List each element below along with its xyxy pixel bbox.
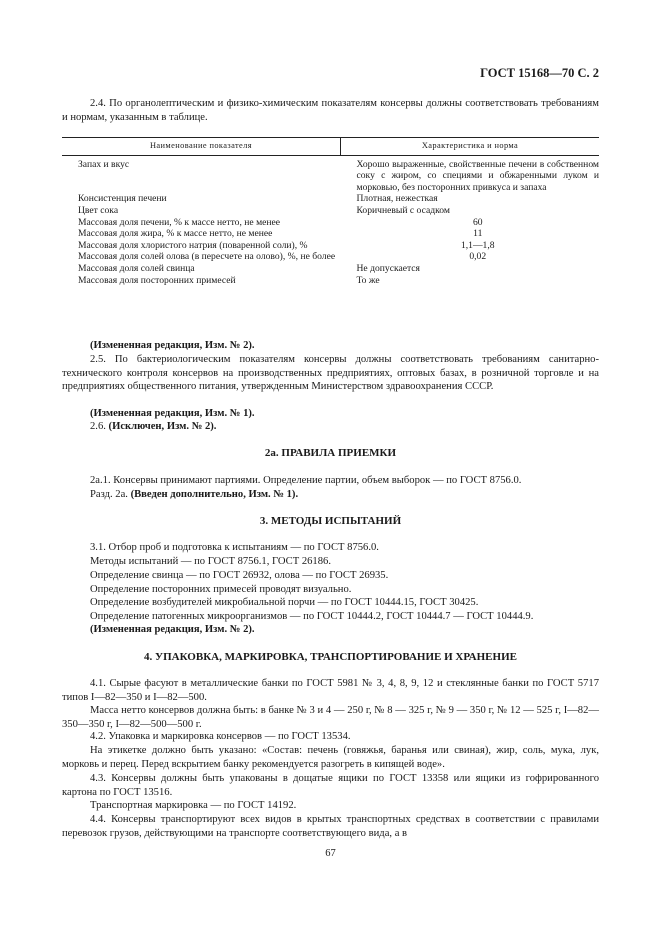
paragraph-transport-marking: Транспортная маркировка — по ГОСТ 14192. [90, 800, 297, 811]
paragraph-2-5: 2.5. По бактериологическим показателям консервы должны соответствовать требованиям санитарно-технического контроля консервов на производственных предприятиях, оптовых базах, в розничной торговле и на предприятиях общественного питания, утвержденным Министерством здравоохранения СССР. [62, 354, 599, 393]
addition-note: (Введен дополнительно, Изм. № 1). [130, 489, 299, 500]
method-line: Определение посторонних примесей проводят визуально. [90, 584, 352, 595]
indicator-name: Массовая доля солей свинца [78, 262, 195, 274]
table-row [62, 205, 599, 217]
method-line: Методы испытаний — по ГОСТ 8756.1, ГОСТ 26186. [90, 556, 331, 567]
paragraph-4-1: 4.1. Сырые фасуют в металлические банки по ГОСТ 5981 № 3, 4, 8, 9, 12 и стеклянные банки по ГОСТ 5717 типов I—82—350 и I—82—500. [62, 678, 599, 703]
table-row [62, 193, 599, 205]
page-number: 67 [325, 848, 336, 859]
indicator-name: Консистенция печени [78, 193, 167, 205]
indicator-value: 11 [473, 228, 483, 240]
method-line: Определение патогенных микроорганизмов — по ГОСТ 10444.2, ГОСТ 10444.7 — ГОСТ 10444.9. [90, 611, 534, 622]
section-heading-packaging: 4. УПАКОВКА, МАРКИРОВКА, ТРАНСПОРТИРОВАНИЕ И ХРАНЕНИЕ [144, 651, 517, 663]
indicator-name: Массовая доля посторонних примесей [78, 274, 236, 286]
column-header-indicator: Наименование показателя [62, 138, 341, 156]
table-row [62, 217, 599, 229]
table-row [62, 155, 599, 193]
indicator-value: Хорошо выраженные, свойственные печени в собственном соку с жиром, со специями и обжаренными луком и морковью, без посторонних привкуса и запаха [356, 158, 599, 193]
section-note [62, 488, 599, 502]
table-row [62, 240, 599, 252]
indicator-value: 1,1—1,8 [460, 239, 495, 251]
method-line: Определение свинца — по ГОСТ 26932, олова — по ГОСТ 26935. [90, 570, 389, 581]
indicator-name: Запах и вкус [78, 158, 130, 170]
indicator-value: Плотная, нежесткая [356, 193, 438, 205]
table-row [62, 251, 599, 263]
amendment-note: (Измененная редакция, Изм. № 2). [90, 340, 255, 351]
indicator-name: Массовая доля жира, % к массе нетто, не менее [78, 228, 273, 240]
table-header-row [62, 138, 599, 156]
specification-table [62, 137, 599, 286]
section-ref: Разд. 2а. [90, 489, 128, 500]
method-line: 3.1. Отбор проб и подготовка к испытаниям — по ГОСТ 8756.0. [90, 542, 379, 553]
document-header: ГОСТ 15168—70 С. 2 [480, 66, 599, 80]
indicator-name: Цвет сока [78, 204, 119, 216]
indicator-name: Массовая доля печени, % к массе нетто, не менее [78, 216, 281, 228]
paragraph-label-text: На этикетке должно быть указано: «Состав: печень (говяжья, баранья или свиная), жир, соль, мука, лук, морковь и перец. Перед вскрытием банку рекомендуется разогреть в кипящей воде». [62, 745, 599, 770]
indicator-value: 60 [472, 216, 483, 228]
paragraph-4-3: 4.3. Консервы должны быть упакованы в дощатые ящики по ГОСТ 13358 или ящики из гофрированного картона по ГОСТ 13516. [62, 773, 599, 798]
indicator-name: Массовая доля хлористого натрия (поваренной соли), % [78, 239, 308, 251]
table-row [62, 275, 599, 287]
method-line: Определение возбудителей микробиальной порчи — по ГОСТ 10444.15, ГОСТ 30425. [90, 597, 479, 608]
paragraph-4-4: 4.4. Консервы транспортируют всех видов в крытых транспортных средствах в соответствии с правилами перевозок грузов, действующими на транспорте соответствующего вида, а в [62, 814, 599, 839]
intro-paragraph: 2.4. По органолептическим и физико-химическим показателям консервы должны соответствовать требованиям и нормам, указанным в таблице. [62, 98, 599, 123]
amendment-note: (Измененная редакция, Изм. № 1). [90, 408, 255, 419]
paragraph-4-2: 4.2. Упаковка и маркировка консервов — по ГОСТ 13534. [90, 731, 351, 742]
indicator-value: Не допускается [356, 262, 420, 274]
paragraph-2a-1: 2а.1. Консервы принимают партиями. Определение партии, объем выборок — по ГОСТ 8756.0. [90, 475, 522, 486]
indicator-name: Массовая доля солей олова (в пересчете на олово), %, не более [78, 251, 336, 263]
paragraph-net-mass: Масса нетто консервов должна быть: в банке № 3 и 4 — 250 г, № 8 — 325 г, № 9 — 350 г, № 12 — 525 г, I—82—350—350 г, I—82—500—500 г. [62, 705, 599, 730]
exclusion-note: (Исключен, Изм. № 2). [108, 421, 217, 432]
table-row [62, 228, 599, 240]
section-heading-acceptance: 2а. ПРАВИЛА ПРИЕМКИ [264, 447, 397, 459]
indicator-value: Коричневый с осадком [356, 204, 450, 216]
paragraph-2-6 [62, 420, 599, 434]
indicator-value: 0,02 [469, 251, 487, 263]
indicator-value: То же [356, 274, 380, 286]
section-heading-test-methods: 3. МЕТОДЫ ИСПЫТАНИЙ [259, 515, 402, 527]
amendment-note: (Измененная редакция, Изм. № 2). [90, 624, 255, 635]
table-row [62, 263, 599, 275]
paragraph-number: 2.6. [90, 421, 106, 432]
column-header-norm: Характеристика и норма [341, 138, 600, 156]
